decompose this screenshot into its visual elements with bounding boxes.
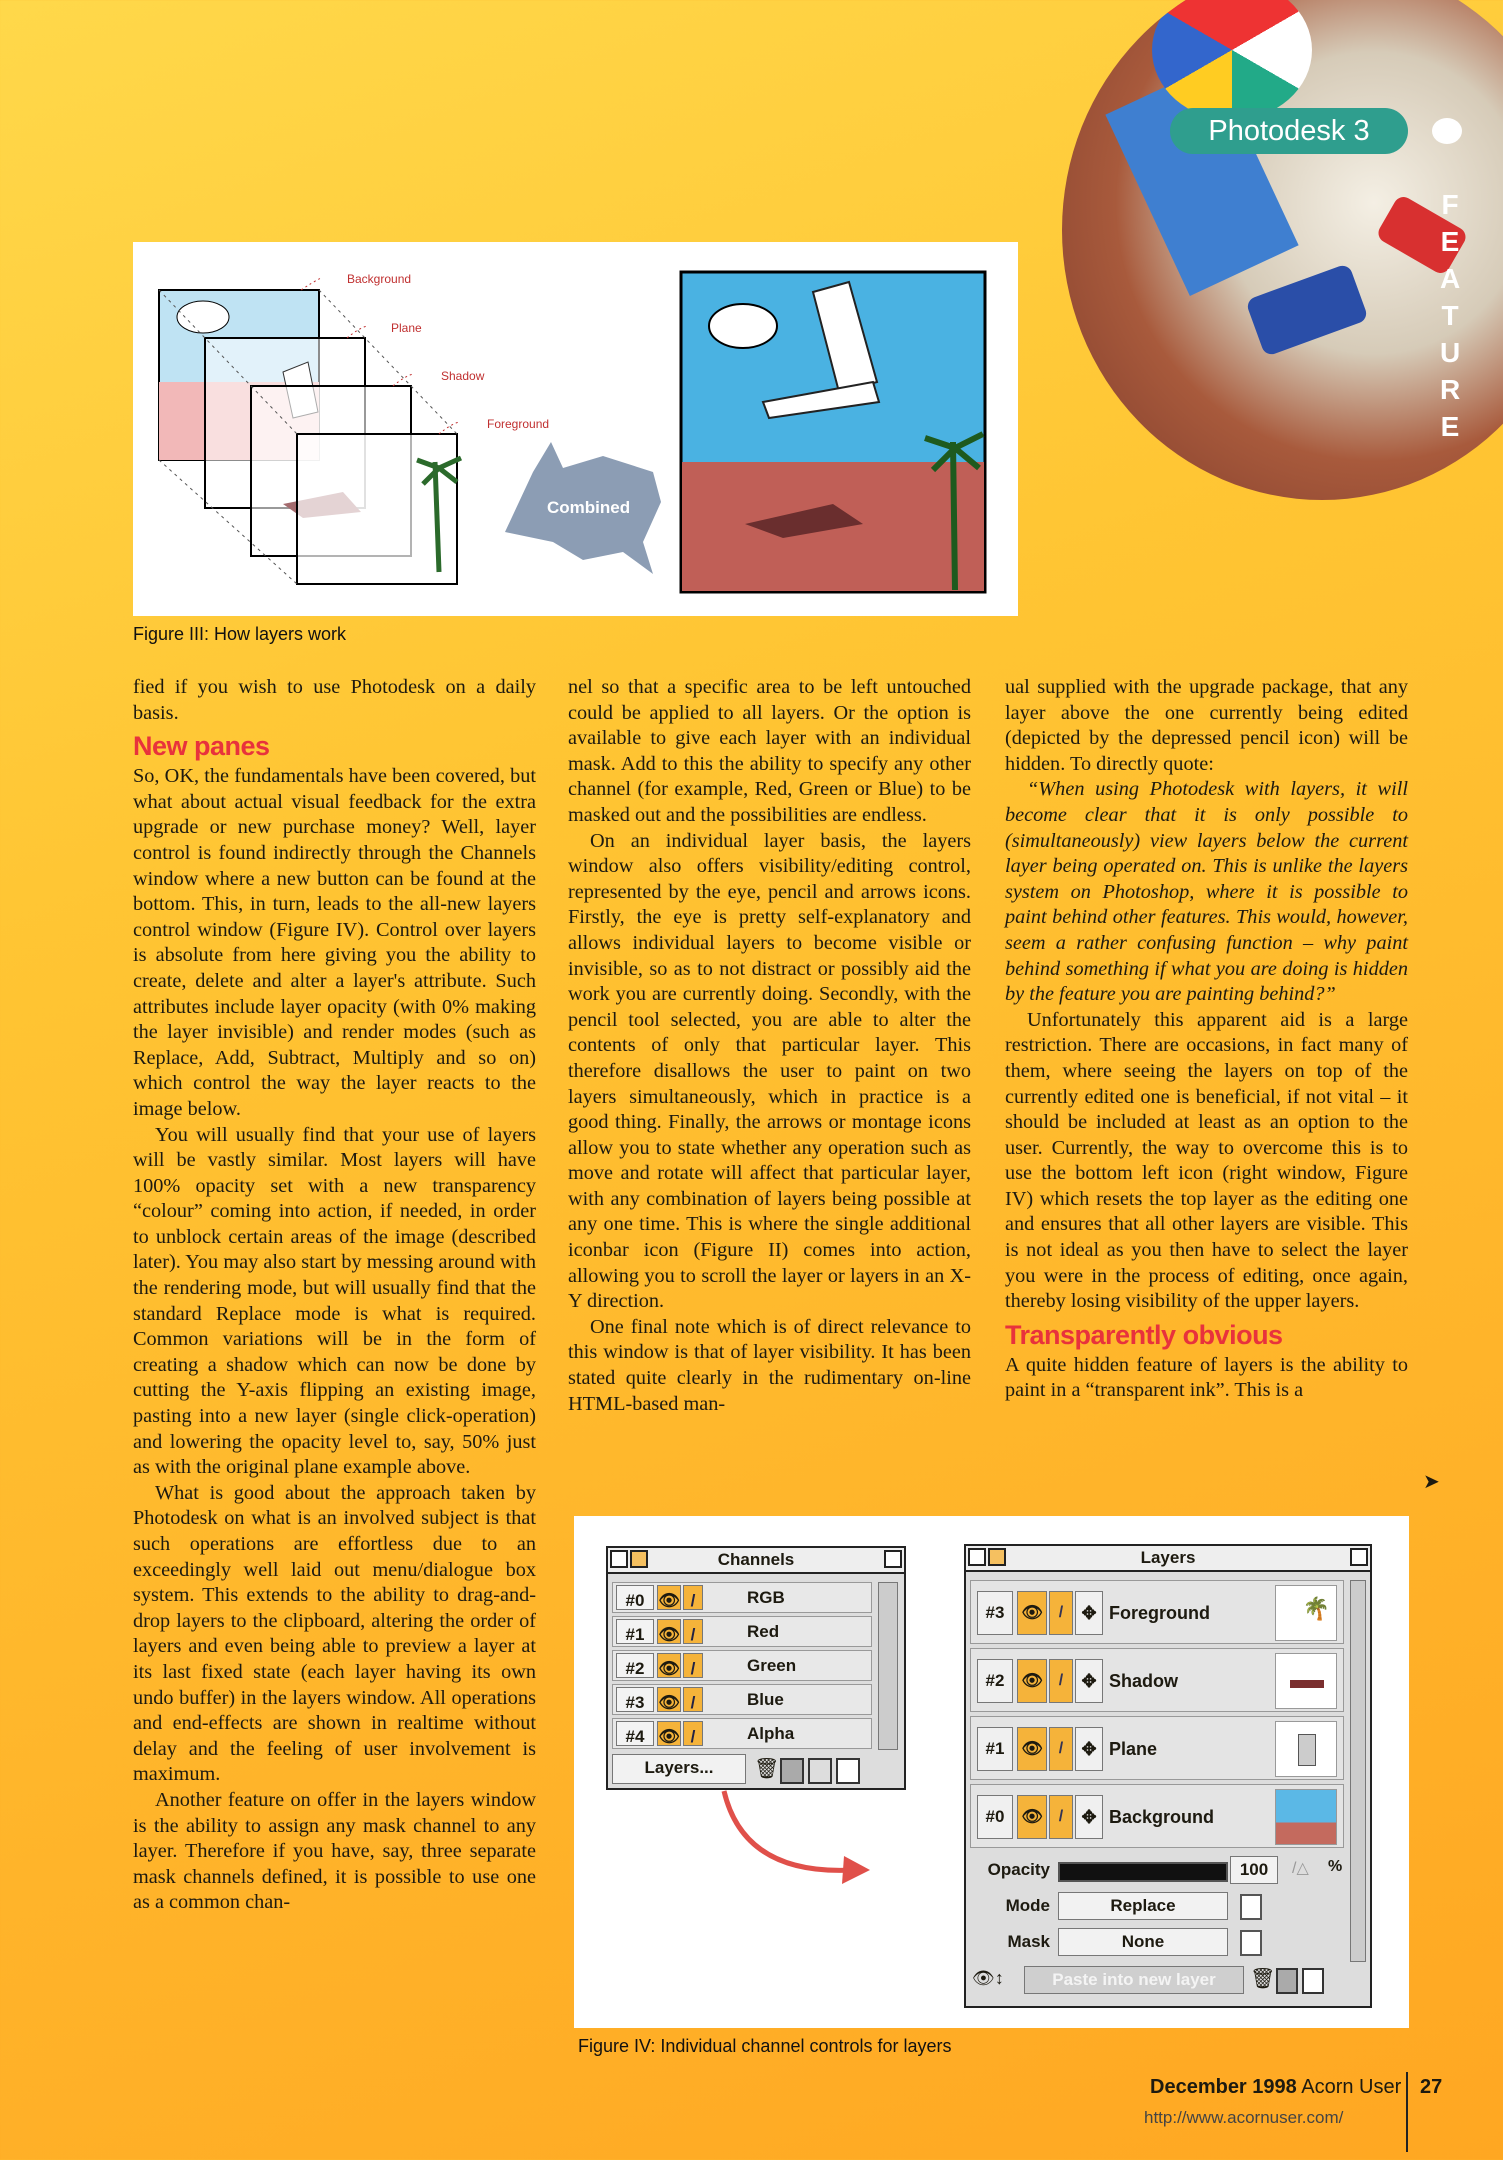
pencil-icon[interactable]: /	[1049, 1659, 1073, 1703]
channel-row[interactable]	[612, 1582, 872, 1613]
mode-select[interactable]: Replace	[1058, 1892, 1228, 1920]
back-icon[interactable]	[610, 1550, 628, 1568]
arrows-icon[interactable]: ✥	[1075, 1795, 1103, 1839]
figure-3-caption: Figure III: How layers work	[133, 624, 347, 644]
layer-row[interactable]	[970, 1648, 1344, 1712]
eye-icon[interactable]: 👁	[657, 1653, 681, 1678]
figure-4	[574, 1516, 1409, 2028]
label-shadow: Shadow	[441, 369, 485, 383]
layers-title: Layers	[1140, 1548, 1196, 1567]
footer-issue	[1150, 2076, 1401, 2099]
visibility-reset-icon[interactable]: 👁↕	[972, 1968, 1004, 1988]
footer-magazine: Acorn User	[1301, 2076, 1402, 2098]
layer-thumbnail	[1275, 1789, 1337, 1845]
channel-row[interactable]	[612, 1718, 872, 1749]
new-icon[interactable]	[836, 1758, 860, 1784]
mask-select[interactable]: None	[1058, 1928, 1228, 1956]
close-icon[interactable]	[630, 1550, 648, 1568]
opacity-slider[interactable]	[1058, 1862, 1228, 1882]
channel-number: #4	[616, 1721, 654, 1746]
layer-number: #3	[977, 1591, 1013, 1635]
mask-menu-icon[interactable]	[1240, 1930, 1262, 1956]
eye-icon[interactable]: 👁	[1017, 1591, 1047, 1635]
layers-button[interactable]: Layers...	[612, 1754, 746, 1784]
channel-name: Red	[747, 1622, 780, 1641]
channel-number: #1	[616, 1619, 654, 1644]
channels-scrollbar[interactable]	[878, 1582, 898, 1750]
layers-titlebar[interactable]	[966, 1546, 1370, 1572]
arrows-icon[interactable]: ✥	[1075, 1727, 1103, 1771]
channel-name: Green	[747, 1656, 797, 1675]
eye-icon[interactable]: 👁	[657, 1585, 681, 1610]
paragraph: nel so that a specific area to be left untouched could be applied to all layers. Or the option is available to give each layer with an individual mask. Add to this the ability to specify any other channel (for example, Red, Green or Blue) to be masked out and the possibilities are endless.	[568, 676, 971, 826]
pencil-icon[interactable]: /	[683, 1585, 703, 1610]
channels-titlebar[interactable]	[608, 1548, 904, 1574]
channel-number: #0	[616, 1585, 654, 1610]
save-icon[interactable]	[780, 1758, 804, 1784]
paragraph: ual supplied with the upgrade package, that any layer above the one currently being edited (depicted by the depressed pencil icon) will be hidden. To directly quote:	[1005, 676, 1408, 775]
channel-name: Blue	[747, 1690, 784, 1709]
layer-number: #0	[977, 1795, 1013, 1839]
mask-label: Mask	[1007, 1932, 1050, 1951]
pencil-icon[interactable]: /	[1049, 1795, 1073, 1839]
figure-3	[133, 242, 1018, 616]
toggle-size-icon[interactable]	[884, 1550, 902, 1568]
quote: “When using Photodesk with layers, it will become clear that it is only possible to (simultaneously) view layers below the current layer being operated on. This is unlike the layers system on Photoshop, where it is possible to paint behind other features. This would, however, seem a rather confusing function – why paint behind something if what you are doing is hidden by the feature you are painting behind?”	[1005, 778, 1408, 1006]
eye-icon[interactable]: 👁	[1017, 1659, 1047, 1703]
layer-number: #2	[977, 1659, 1013, 1703]
layer-thumbnail: 🌴	[1275, 1585, 1337, 1641]
vertical-label-text: FEATURE	[1440, 189, 1461, 442]
layer-thumbnail	[1275, 1721, 1337, 1777]
back-icon[interactable]	[968, 1548, 986, 1566]
pencil-icon[interactable]: /	[1049, 1591, 1073, 1635]
paragraph: fied if you wish to use Photodesk on a daily basis.	[133, 676, 536, 724]
mode-label: Mode	[1005, 1896, 1050, 1915]
paragraph: A quite hidden feature of layers is the ability to paint in a “transparent ink”. This is a	[1005, 1353, 1408, 1402]
channel-row[interactable]	[612, 1684, 872, 1715]
pencil-icon[interactable]: /	[683, 1619, 703, 1644]
eye-icon[interactable]: 👁	[1017, 1727, 1047, 1771]
toggle-size-icon[interactable]	[1350, 1548, 1368, 1566]
footer-date: December 1998	[1150, 2076, 1297, 2098]
layer-number: #1	[977, 1727, 1013, 1771]
layer-name: Shadow	[1109, 1671, 1179, 1691]
page-number: 27	[1420, 2076, 1443, 2098]
vertical-section-label	[1432, 186, 1468, 445]
opacity-field[interactable]: 100	[1230, 1856, 1278, 1884]
layer-name: Foreground	[1109, 1603, 1210, 1623]
paragraph: What is good about the approach taken by Photodesk on what is an involved subject is that such operations are effortless due to an exceedingly well laid out menu/dialogue box system. This extends to the ability to drag-and-drop layers to the clipboard, altering the order of layers and even being able to preview a layer at its last fixed state (each layer having its own undo buffer) in the layers window. All operations and end-effects are shown in realtime without delay and the feeling of user involvement is maximum.	[133, 1481, 536, 1786]
eye-icon[interactable]: 👁	[657, 1721, 681, 1746]
flow-arrow	[714, 1786, 874, 1906]
pencil-icon[interactable]: /	[1049, 1727, 1073, 1771]
save-icon[interactable]	[1276, 1968, 1298, 1994]
layers-scrollbar[interactable]	[1350, 1580, 1366, 1962]
badge-dot-icon	[1432, 118, 1462, 144]
section-badge: Photodesk 3	[1170, 108, 1408, 154]
layers-diagram	[133, 242, 1018, 616]
pencil-icon[interactable]: /	[683, 1721, 703, 1746]
footer-url: http://www.acornuser.com/	[1144, 2108, 1344, 2127]
paragraph: On an individual layer basis, the layers window also offers visibility/editing control, represented by the eye, pencil and arrows icons. Firstly, the eye is pretty self-explanatory and allows individual layers to become visible or invisible, so as to not distract or possibly aid the work you are currently doing. Secondly, with the pencil tool selected, you are able to alter the contents of only that particular layer. This therefore disallows the user to paint on two layers simultaneously, which in practice is a good thing. Finally, the arrows or montage icons allow you to state whether any operation such as move and rotate will affect that particular layer, with any combination of layers being possible at any one time. This is where the single additional iconbar icon (Figure II) comes into action, allowing you to scroll the layer or layers in an X-Y direction.	[568, 829, 971, 1313]
column-3	[1005, 675, 1408, 1404]
pencil-icon[interactable]: /	[683, 1687, 703, 1712]
channel-name: RGB	[747, 1588, 785, 1607]
footer-divider	[1406, 2072, 1408, 2152]
continue-arrow-icon: ➤	[1423, 1471, 1440, 1493]
opacity-label: Opacity	[987, 1860, 1050, 1879]
mode-menu-icon[interactable]	[1240, 1894, 1262, 1920]
column-1	[133, 675, 536, 1916]
column-2	[568, 675, 971, 1417]
figure-4-caption: Figure IV: Individual channel controls for layers	[578, 2036, 952, 2056]
label-background: Background	[347, 272, 412, 286]
trash-icon[interactable]: 🗑	[754, 1758, 780, 1780]
channels-window	[606, 1546, 906, 1790]
paragraph: So, OK, the fundamentals have been covered, but what about actual visual feedback for the extra upgrade or new purchase money? Well, layer control is found indirectly through the Channels window where a new button can be found at the bottom. This, in turn, leads to the all-new layers control window (Figure IV). Control over layers is absolute from here giving you the ability to create, delete and alter a layer's attribute. Such attributes include layer opacity (with 0% making the layer invisible) and render modes (such as Replace, Add, Subtract, Multiply and so on) which control the way the layer reacts to the image below.	[133, 765, 536, 1120]
paragraph: One final note which is of direct relevance to this window is that of layer visibility. It has been stated quite clearly in the rudimentary on-line HTML-based man-	[568, 1315, 971, 1415]
layer-thumbnail	[1275, 1653, 1337, 1709]
heading-transparently-obvious: Transparently obvious	[1005, 1319, 1283, 1350]
paragraph: Another feature on offer in the layers window is the ability to assign any mask channel to any layer. Therefore if you have, say, three separate mask channels defined, it is possible to use one as a common chan-	[133, 1788, 536, 1914]
layer-name: Background	[1109, 1807, 1215, 1827]
label-combined: Combined	[547, 498, 631, 517]
opacity-unit: %	[1328, 1858, 1343, 1875]
eye-icon[interactable]: 👁	[1017, 1795, 1047, 1839]
new-icon[interactable]	[1302, 1968, 1324, 1994]
slope-icon: /△	[1292, 1860, 1309, 1877]
layer-name: Plane	[1109, 1739, 1158, 1759]
layer-row[interactable]	[970, 1716, 1344, 1780]
channel-number: #2	[616, 1653, 654, 1678]
eye-icon[interactable]: 👁	[657, 1687, 681, 1712]
channel-number: #3	[616, 1687, 654, 1712]
layers-window	[964, 1544, 1372, 2008]
channel-row[interactable]	[612, 1616, 872, 1647]
edit-icon[interactable]	[808, 1758, 832, 1784]
channel-row[interactable]	[612, 1650, 872, 1681]
heading-new-panes: New panes	[133, 731, 270, 762]
arrows-icon[interactable]: ✥	[1075, 1591, 1103, 1635]
channels-title: Channels	[717, 1550, 795, 1569]
trash-icon[interactable]: 🗑	[1250, 1968, 1276, 1990]
channel-name: Alpha	[747, 1724, 795, 1743]
eye-icon[interactable]: 👁	[657, 1619, 681, 1644]
pencil-icon[interactable]: /	[683, 1653, 703, 1678]
paragraph: You will usually find that your use of layers will be vastly similar. Most layers will have 100% opacity set with a new transparency “colour” coming into action, if needed, in order to unblock certain areas of the image (described later). You may also start by messing around with the rendering mode, but will usually find that the standard Replace mode is what is required. Common variations will be in the form of creating a shadow which can now be done by cutting the Y-axis flipping an existing image, pasting into a new layer (single click-operation) and lowering the opacity level to, say, 50% just as with the original plane example above.	[133, 1123, 536, 1479]
layer-row[interactable]	[970, 1784, 1344, 1848]
layer-row[interactable]	[970, 1580, 1344, 1644]
arrows-icon[interactable]: ✥	[1075, 1659, 1103, 1703]
paragraph: Unfortunately this apparent aid is a large restriction. There are occasions, in fact many of them, where seeing the layers on top of the currently edited one is beneficial, if not vital – it should be included at least as an option to the user. Currently, the way to overcome this is to use the bottom left icon (right window, Figure IV) which resets the top layer as the editing one and ensures that all other layers are visible. This is not ideal as you then have to select the layer you were in the process of editing, once again, thereby losing visibility of the upper layers.	[1005, 1008, 1408, 1313]
label-foreground: Foreground	[487, 417, 550, 431]
close-icon[interactable]	[988, 1548, 1006, 1566]
paste-into-new-layer-button[interactable]: Paste into new layer	[1024, 1966, 1244, 1994]
label-plane: Plane	[391, 321, 422, 335]
